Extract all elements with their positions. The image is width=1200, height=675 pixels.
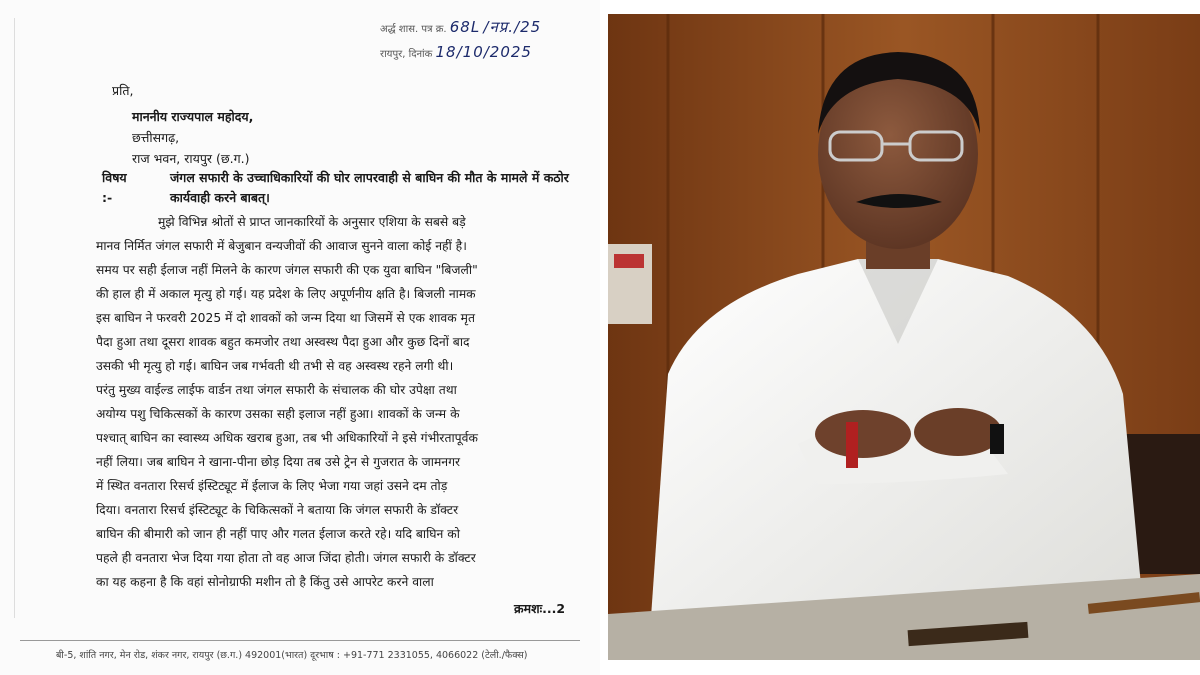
portrait-photo	[608, 14, 1200, 660]
subject-label: विषय :-	[102, 170, 127, 205]
body-line: दिया। वनतारा रिसर्च इंस्टिट्यूट के चिकित्सकों ने बताया कि जंगल सफारी के डॉक्टर	[96, 503, 459, 517]
wristwatch	[990, 424, 1004, 454]
address-line: छत्तीसगढ़,	[132, 130, 180, 145]
body-line: की हाल ही में अकाल मृत्यु हो गई। यह प्रदेश के लिए अपूर्णनीय क्षति है। बिजली नामक	[96, 287, 476, 301]
body-line: पैदा हुआ तथा दूसरा शावक बहुत कमजोर तथा अस्वस्थ पैदा हुआ और कुछ दिनों बाद	[96, 335, 470, 349]
left-hand	[815, 410, 911, 458]
body-line: मानव निर्मित जंगल सफारी में बेजुबान वन्यजीवों की आवाज सुनने वाला कोई नहीं है।	[96, 239, 467, 253]
body-line: परंतु मुख्य वाईल्ड लाईफ वार्डन तथा जंगल सफारी के संचालक की घोर उपेक्षा तथा	[96, 383, 457, 397]
body-line: पहले ही वनतारा भेज दिया गया होता तो वह आज जिंदा होती। जंगल सफारी के डॉक्टर	[96, 551, 476, 565]
body-line: में स्थित वनतारा रिसर्च इंस्टिट्यूट में ईलाज के लिए भेजा गया जहां उसने दम तोड़	[96, 479, 448, 493]
subject-text: जंगल सफारी के उच्चाधिकारियों की घोर लापरवाही से बाघिन की मौत के मामले में कठोर कार्यवाही करने बाबत्।	[170, 170, 569, 205]
body-line: बाघिन की बीमारी को जान ही नहीं पाए और गलत ईलाज करते रहे। यदि बाघिन को	[96, 527, 460, 541]
date-prefix: रायपुर, दिनांक	[380, 49, 433, 60]
letterhead-footer: बी-5, शांति नगर, मेन रोड, शंकर नगर, रायपुर (छ.ग.) 492001(भारत) दूरभाष : +91-771 2331055, 4066022 (टेली./फैक्स)	[56, 650, 528, 661]
switch-indicator	[614, 254, 644, 268]
page-edge	[14, 18, 15, 618]
body-line: का यह कहना है कि वहां सोनोग्राफी मशीन तो है किंतु उसे आपरेट करने वाला	[96, 575, 434, 589]
address-line: राज भवन, रायपुर (छ.ग.)	[132, 151, 250, 166]
photo-panel	[608, 14, 1200, 660]
reference-suffix: /नप्र./25	[483, 18, 542, 36]
right-hand	[914, 408, 1002, 456]
red-thread-bracelet	[846, 422, 858, 468]
address-line: माननीय राज्यपाल महोदय,	[132, 109, 254, 124]
continued-marker: क्रमशः...2	[514, 601, 566, 616]
date-line	[380, 41, 541, 66]
body-line: मुझे विभिन्न श्रोतों से प्राप्त जानकारियों के अनुसार एशिया के सबसे बड़े	[158, 215, 466, 229]
letter-body	[96, 210, 576, 594]
salutation: प्रति,	[112, 83, 134, 98]
reference-prefix: अर्द्ध शास. पत्र क्र.	[380, 24, 447, 35]
body-line: अयोग्य पशु चिकित्सकों के कारण उसका सही इलाज नहीं हुआ। शावकों के जन्म के	[96, 407, 460, 421]
date-value: 18/10/2025	[435, 43, 532, 61]
body-line: इस बाघिन ने फरवरी 2025 में दो शावकों को जन्म दिया था जिसमें से एक शावक मृत	[96, 311, 475, 325]
footer-divider	[20, 640, 580, 641]
reference-line	[380, 16, 541, 41]
body-line: समय पर सही ईलाज नहीं मिलने के कारण जंगल सफारी की एक युवा बाघिन "बिजली"	[96, 263, 478, 277]
body-line: उसकी भी मृत्यु हो गई। बाघिन जब गर्भवती थी तभी से वह अस्वस्थ रहने लगी थी।	[96, 359, 454, 373]
body-line: नहीं लिया। जब बाघिन ने खाना-पीना छोड़ दिया तब उसे ट्रेन से गुजरात के जामनगर	[96, 455, 461, 469]
letter-reference	[380, 16, 541, 66]
reference-number: 68L	[449, 18, 481, 36]
recipient-address	[132, 106, 253, 169]
body-line: पश्चात् बाघिन का स्वास्थ्य अधिक खराब हुआ, तब भी अधिकारियों ने इसे गंभीरतापूर्वक	[96, 431, 478, 445]
